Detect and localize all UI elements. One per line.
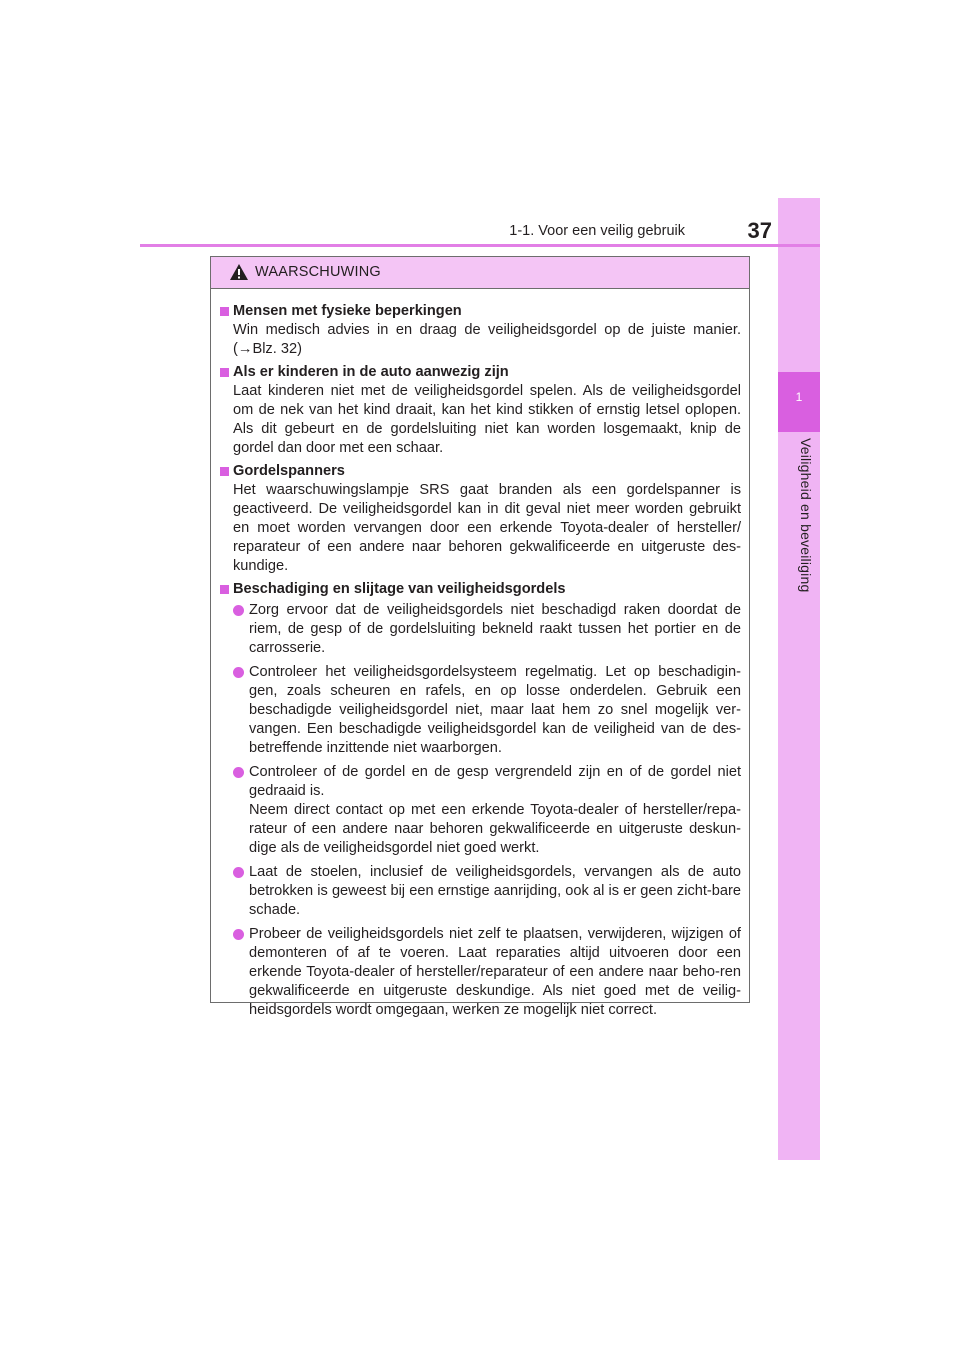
section-children <box>218 363 741 458</box>
section-title: 1-1. Voor een veilig gebruik <box>509 223 685 239</box>
list-item-text: Probeer de veiligheidsgordels niet zelf te plaatsen, verwijderen, wijzigen of demonteren of af te voeren. Laat reparaties altijd uitvoeren door een erkende Toyota-dealer of hersteller/reparateur of een andere naar beho-ren gekwalificeerde en uitgeruste deskundige. Als niet goed met de veilig-heidsgordels wordt omgegaan, werken ze mogelijk niet correct. <box>249 926 741 1018</box>
section-pretensioners <box>218 462 741 576</box>
section-text: Win medisch advies in en draag de veiligheidsgordel op de juiste manier. (→Blz. 32) <box>233 322 741 357</box>
round-bullet-icon <box>233 667 244 678</box>
list-item-text: Laat de stoelen, inclusief de veiligheidsgordels, vervangen als de auto betrokken is geweest bij een ernstige aanrijding, ook al is er geen zicht-bare schade. <box>249 864 741 918</box>
square-bullet-icon <box>220 307 229 316</box>
section-text: Laat kinderen niet met de veiligheidsgordel spelen. Als de veiligheidsgordel om de nek van het kind draait, kan het kind stikken of ernstig letsel oplopen. Als dit gebeurt en de gordelsluiting niet kan worden losgemaakt, knip de gordel dan door met een schaar. <box>233 383 741 456</box>
chapter-number: 1 <box>795 390 803 404</box>
side-tab-strip <box>778 198 820 1160</box>
list-item-line: Controleer of de gordel en de gesp vergrendeld zijn en of de gordel niet gedraaid is. <box>249 764 741 799</box>
heading-text: Beschadiging en slijtage van veiligheidsgordels <box>233 581 566 597</box>
section-physical-limitations <box>218 302 741 359</box>
list-item <box>233 763 741 858</box>
header-rule <box>140 244 820 247</box>
list-item-line: Neem direct contact op met een erkende Toyota-dealer of hersteller/repa-rateur of een andere naar behoren gekwalificeerde en uitgeruste deskun-dige als de veiligheidsgordel niet goed werkt. <box>249 802 741 856</box>
round-bullet-icon <box>233 867 244 878</box>
section-heading <box>218 302 741 321</box>
list-item <box>233 601 741 658</box>
square-bullet-icon <box>220 368 229 377</box>
heading-text: Gordelspanners <box>233 463 345 479</box>
list-item <box>233 863 741 920</box>
square-bullet-icon <box>220 585 229 594</box>
section-damage-wear <box>218 580 741 1020</box>
section-text: Het waarschuwingslampje SRS gaat branden als een gordelspanner is geactiveerd. De veiligheidsgordel kan in dit geval niet meer worden gebruikt en moet worden vervangen door een erkende Toyota-dealer of hersteller/ reparateur of een andere naar behoren gekwalificeerde en uitgeruste des-kundige. <box>233 482 741 574</box>
list-item-text: Controleer het veiligheidsgordelsysteem regelmatig. Let op beschadigin-gen, zoals scheuren en rafels, en op losse onderdelen. Gebruik een beschadigde veiligheidsgordel niet, maar laat hem zo snel mogelijk ver-vangen. Een beschadigde veiligheidsgordel kan de veiligheid van de des-betreffende inzittende niet waarborgen. <box>249 664 741 756</box>
list-item-text: Zorg ervoor dat de veiligheidsgordels niet beschadigd raken doordat de riem, de gesp of de gordelsluiting bekneld raakt tussen het portier en de carrosserie. <box>249 602 741 656</box>
round-bullet-icon <box>233 767 244 778</box>
section-heading <box>218 462 741 481</box>
page-number: 37 <box>747 218 772 243</box>
round-bullet-icon <box>233 605 244 616</box>
warning-body <box>211 289 749 1020</box>
square-bullet-icon <box>220 467 229 476</box>
list-item <box>233 663 741 758</box>
warning-box <box>210 256 750 1018</box>
heading-text: Mensen met fysieke beperkingen <box>233 303 462 319</box>
warning-title: WAARSCHUWING <box>255 264 381 280</box>
heading-text: Als er kinderen in de auto aanwezig zijn <box>233 364 509 380</box>
section-heading <box>218 363 741 382</box>
warning-header <box>211 257 749 289</box>
warning-triangle-icon <box>229 263 249 281</box>
round-bullet-icon <box>233 929 244 940</box>
section-heading <box>218 580 741 599</box>
list-item-text <box>249 763 741 858</box>
chapter-label: Veiligheid en beveiliging <box>798 438 814 593</box>
list-item <box>233 925 741 1020</box>
